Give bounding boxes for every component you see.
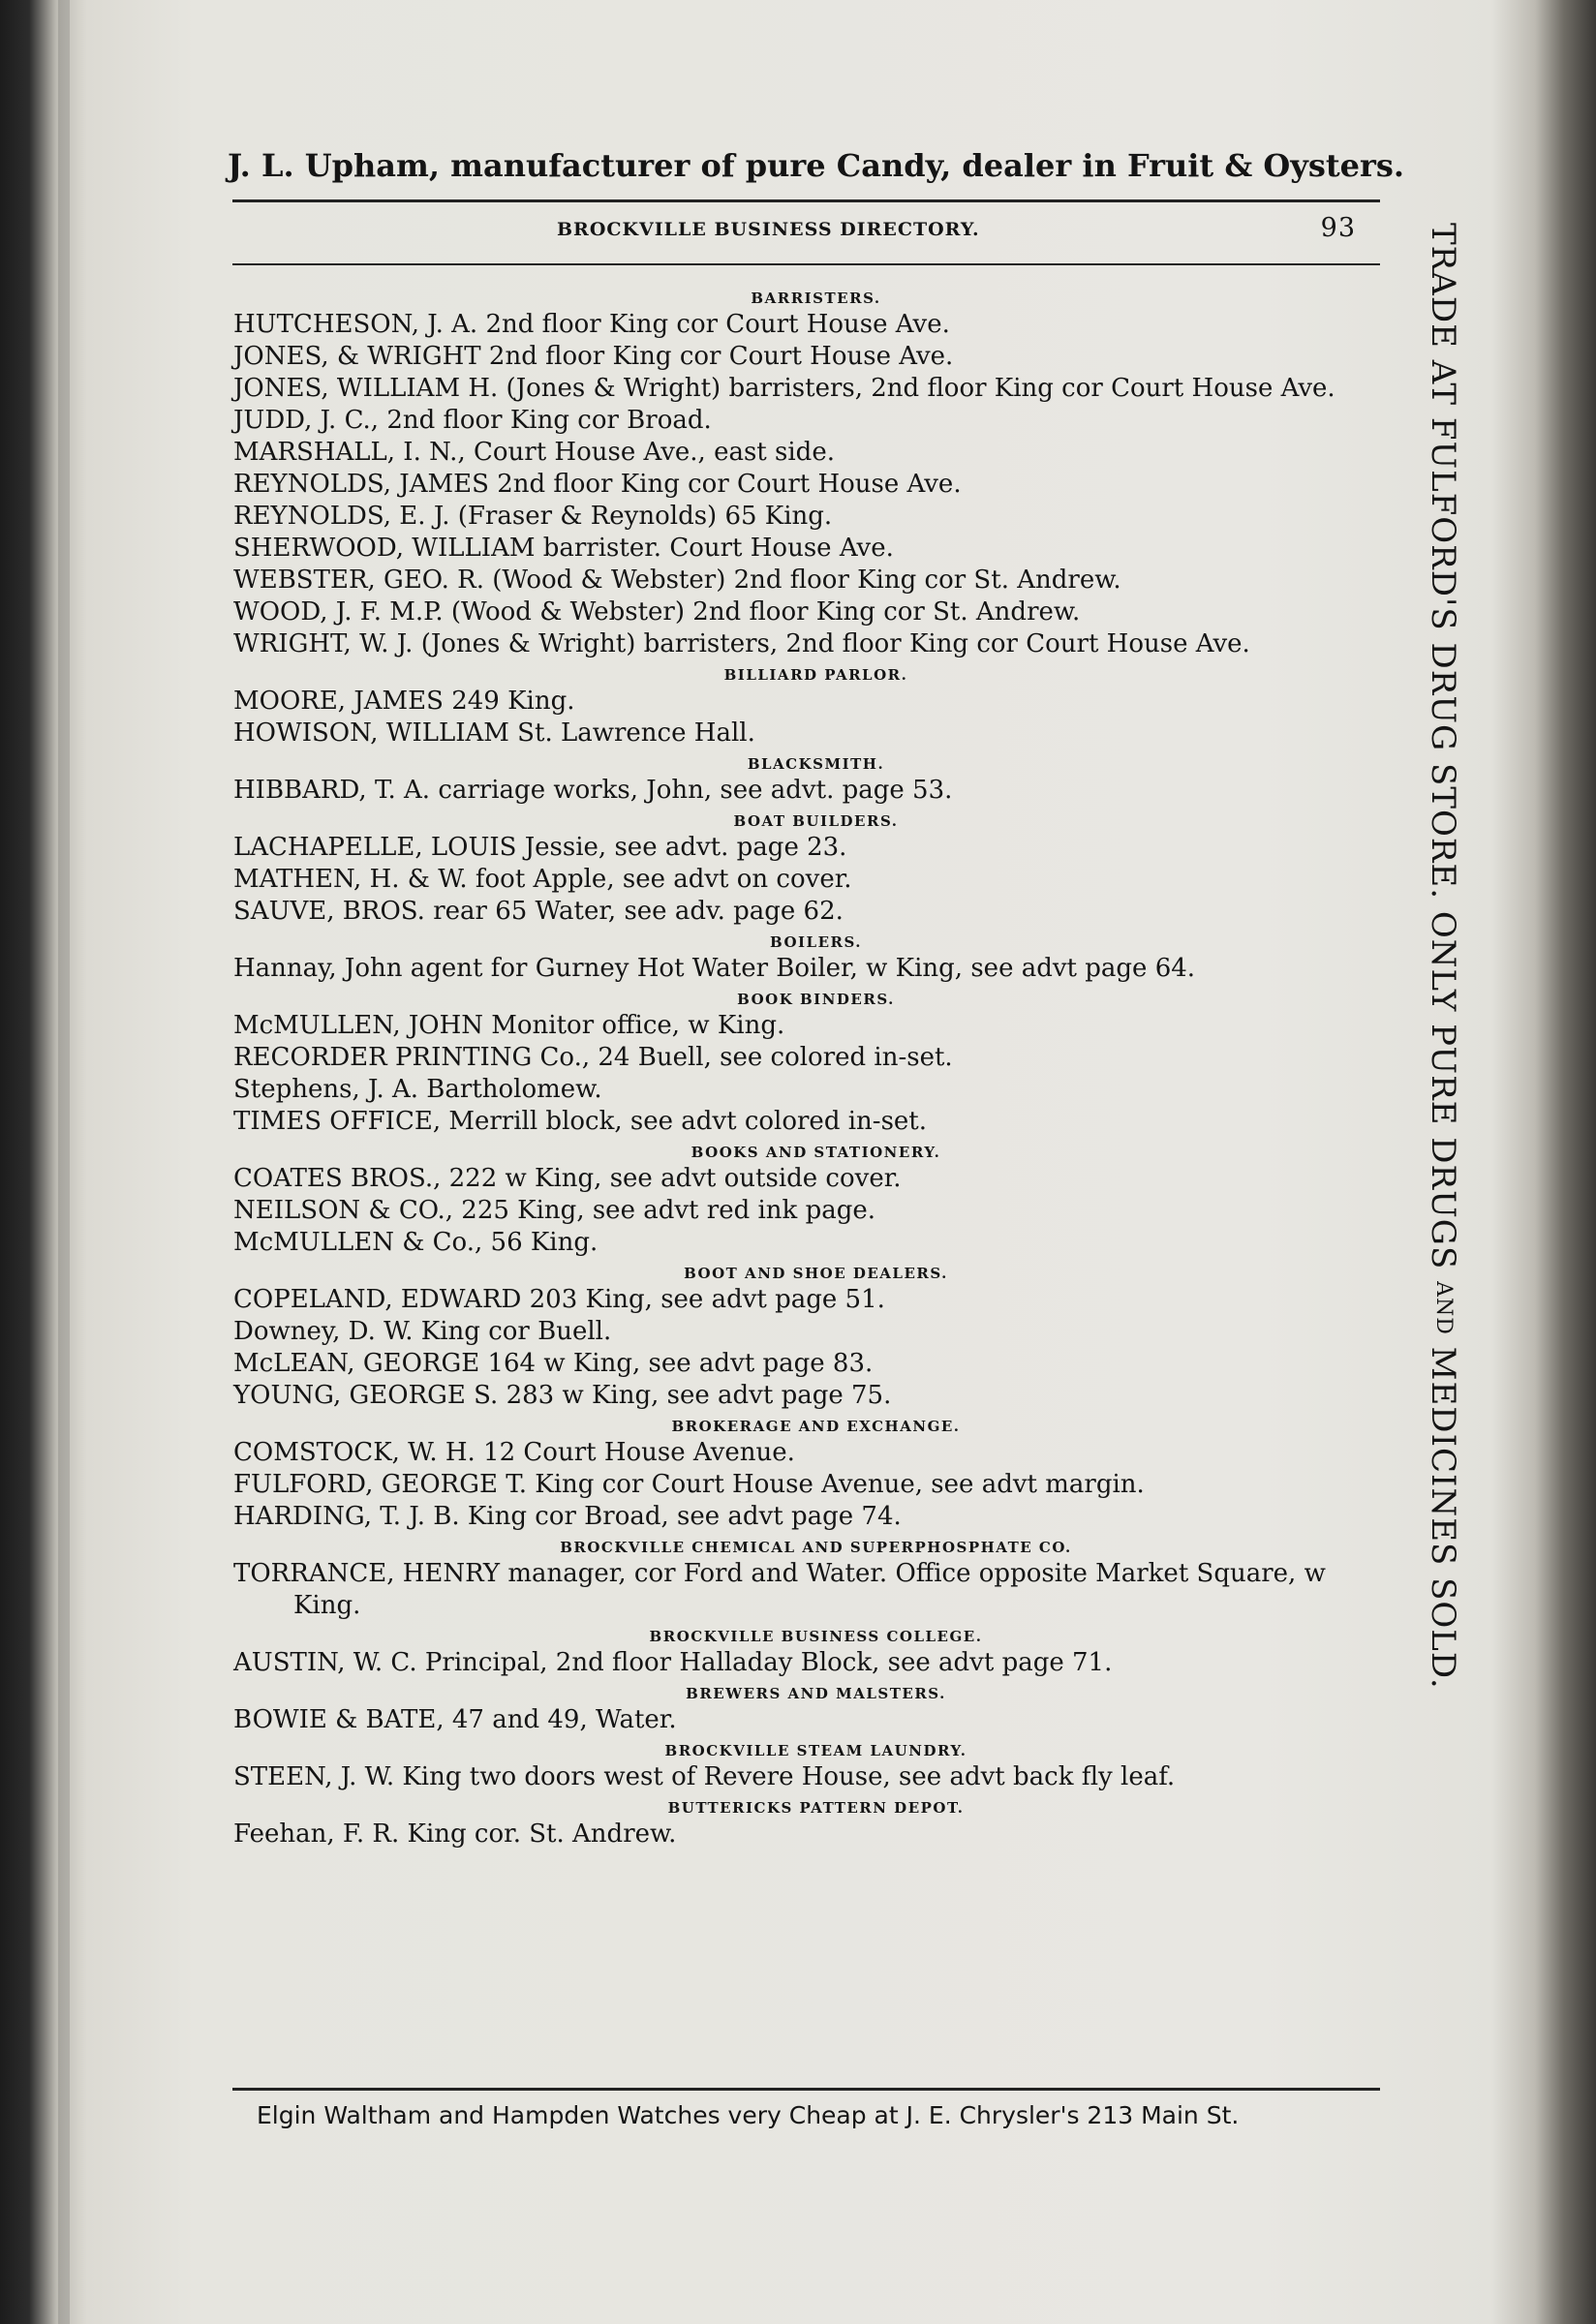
- side-ad-part-2: AND: [1431, 1281, 1456, 1335]
- directory-entry: SAUVE, BROS. rear 65 Water, see adv. page 62.: [233, 897, 844, 926]
- top-rule: [232, 199, 1380, 202]
- directory-entry: MARSHALL, I. N., Court House Ave., east side.: [233, 438, 835, 467]
- directory-entry: AUSTIN, W. C. Principal, 2nd floor Halladay Block, see advt page 71.: [233, 1648, 1113, 1677]
- section-heading: BROCKVILLE STEAM LAUNDRY.: [664, 1742, 967, 1759]
- section-heading: BLACKSMITH.: [747, 755, 885, 773]
- directory-entry: RECORDER PRINTING Co., 24 Buell, see colored in-set.: [233, 1043, 953, 1072]
- directory-page: [228, 136, 1404, 2140]
- side-ad-part-3: MEDICINES SOLD.: [1424, 1346, 1462, 1690]
- directory-entry: STEEN, J. W. King two doors west of Revere House, see advt back fly leaf.: [233, 1762, 1176, 1791]
- directory-entry: JONES, & WRIGHT 2nd floor King cor Court House Ave.: [233, 342, 954, 371]
- header-rule: [232, 263, 1380, 265]
- directory-entry: TORRANCE, HENRY manager, cor Ford and Water. Office opposite Market Square, w King.: [233, 1559, 1326, 1620]
- section-heading: BREWERS AND MALSTERS.: [686, 1685, 946, 1702]
- section-heading: BROKERAGE AND EXCHANGE.: [671, 1418, 961, 1435]
- directory-entry: Downey, D. W. King cor Buell.: [233, 1317, 612, 1346]
- section-heading: BOILERS.: [769, 933, 862, 951]
- directory-entry: SHERWOOD, WILLIAM barrister. Court House Ave.: [233, 534, 894, 563]
- directory-entry: REYNOLDS, E. J. (Fraser & Reynolds) 65 King.: [233, 502, 833, 531]
- section-heading: BOOT AND SHOE DEALERS.: [684, 1265, 948, 1282]
- directory-entry: TIMES OFFICE, Merrill block, see advt colored in-set.: [233, 1107, 928, 1136]
- side-ad-part-1: TRADE AT FULFORD'S DRUG STORE. ONLY PURE DRUGS: [1424, 223, 1462, 1270]
- directory-entry: McMULLEN, JOHN Monitor office, w King.: [233, 1011, 785, 1040]
- directory-entry: NEILSON & CO., 225 King, see advt red ink page.: [233, 1196, 876, 1225]
- section-heading: BARRISTERS.: [751, 290, 881, 307]
- section-heading: BILLIARD PARLOR.: [723, 666, 908, 684]
- bottom-advertisement: Elgin Waltham and Hampden Watches very Cheap at J. E. Chrysler's 213 Main St.: [257, 2101, 1240, 2129]
- directory-entry: COPELAND, EDWARD 203 King, see advt page 51.: [233, 1285, 885, 1314]
- bottom-rule: [232, 2088, 1380, 2091]
- directory-entry: REYNOLDS, JAMES 2nd floor King cor Court House Ave.: [233, 470, 962, 499]
- directory-entry: HIBBARD, T. A. carriage works, John, see advt. page 53.: [233, 776, 953, 805]
- directory-entry: WEBSTER, GEO. R. (Wood & Webster) 2nd floor King cor St. Andrew.: [233, 566, 1121, 595]
- directory-entry: WRIGHT, W. J. (Jones & Wright) barristers, 2nd floor King cor Court House Ave.: [233, 629, 1250, 658]
- directory-entry: COMSTOCK, W. H. 12 Court House Avenue.: [233, 1438, 795, 1467]
- directory-entry: MATHEN, H. & W. foot Apple, see advt on cover.: [233, 865, 852, 894]
- directory-entry: McLEAN, GEORGE 164 w King, see advt page 83.: [233, 1349, 874, 1378]
- running-head-title: BROCKVILLE BUSINESS DIRECTORY.: [557, 219, 980, 240]
- section-heading: BROCKVILLE BUSINESS COLLEGE.: [649, 1628, 983, 1645]
- directory-listing: [228, 284, 1385, 1850]
- section-heading: BROCKVILLE CHEMICAL AND SUPERPHOSPHATE CO.: [560, 1539, 1072, 1556]
- directory-entry: McMULLEN & Co., 56 King.: [233, 1228, 598, 1257]
- directory-entry: FULFORD, GEORGE T. King cor Court House Avenue, see advt margin.: [233, 1470, 1145, 1499]
- directory-entry: WOOD, J. F. M.P. (Wood & Webster) 2nd floor King cor St. Andrew.: [233, 597, 1081, 627]
- section-heading: BOOKS AND STATIONERY.: [691, 1144, 941, 1161]
- directory-entry: JONES, WILLIAM H. (Jones & Wright) barristers, 2nd floor King cor Court House Ave.: [233, 374, 1335, 403]
- directory-entry: HARDING, T. J. B. King cor Broad, see advt page 74.: [233, 1502, 902, 1531]
- directory-entry: Feehan, F. R. King cor. St. Andrew.: [233, 1819, 677, 1849]
- book-spine-shadow: [58, 0, 70, 2324]
- directory-entry: Stephens, J. A. Bartholomew.: [233, 1075, 602, 1104]
- directory-entry: COATES BROS., 222 w King, see advt outside cover.: [233, 1164, 902, 1193]
- directory-entry: Hannay, John agent for Gurney Hot Water Boiler, w King, see advt page 64.: [233, 954, 1196, 983]
- page-number: 93: [1320, 213, 1356, 243]
- directory-entry: BOWIE & BATE, 47 and 49, Water.: [233, 1705, 677, 1734]
- section-heading: BOOK BINDERS.: [737, 991, 895, 1008]
- section-heading: BUTTERICKS PATTERN DEPOT.: [667, 1799, 965, 1817]
- directory-entry: YOUNG, GEORGE S. 283 w King, see advt page 75.: [233, 1381, 892, 1410]
- directory-entry: HUTCHESON, J. A. 2nd floor King cor Court House Ave.: [233, 310, 950, 339]
- directory-entry: LACHAPELLE, LOUIS Jessie, see advt. page 23.: [233, 833, 847, 862]
- directory-entry: JUDD, J. C., 2nd floor King cor Broad.: [233, 406, 712, 435]
- directory-entry: MOORE, JAMES 249 King.: [233, 687, 575, 716]
- top-advertisement: J. L. Upham, manufacturer of pure Candy, dealer in Fruit & Oysters.: [228, 147, 1404, 184]
- side-margin-advertisement: [1404, 223, 1462, 2043]
- directory-entry: HOWISON, WILLIAM St. Lawrence Hall.: [233, 719, 755, 748]
- section-heading: BOAT BUILDERS.: [733, 812, 899, 830]
